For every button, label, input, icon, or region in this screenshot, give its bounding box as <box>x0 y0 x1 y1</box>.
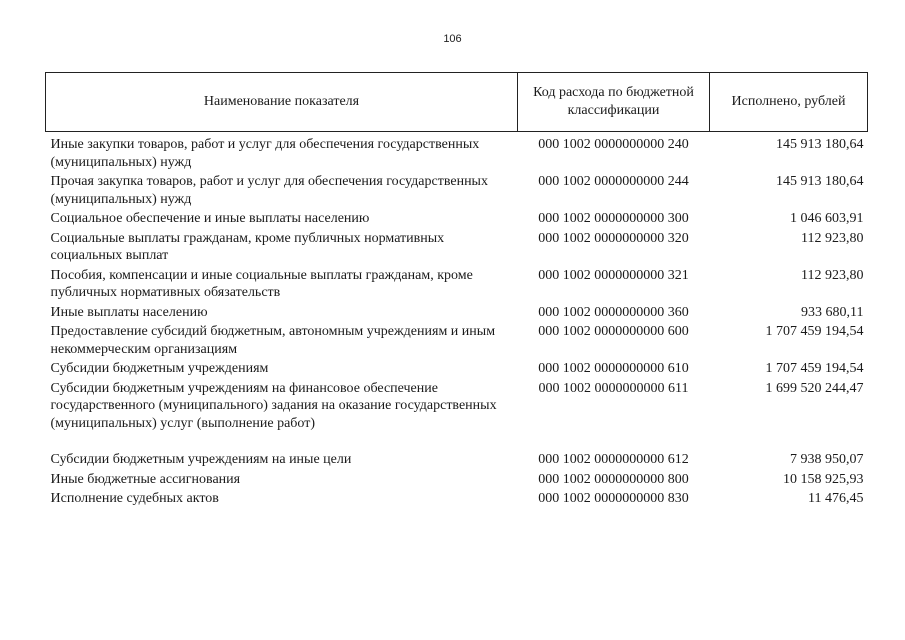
row-code: 000 1002 0000000000 800 <box>538 471 689 487</box>
row-amount: 145 913 180,64 <box>776 174 864 189</box>
row-code: 000 1002 0000000000 244 <box>538 174 689 189</box>
table-row <box>46 132 868 174</box>
row-amount: 11 476,45 <box>808 491 864 506</box>
table-row <box>46 380 868 452</box>
table-row <box>46 323 868 360</box>
row-name: Прочая закупка товаров, работ и услуг для обеспечения государственных (муниципальных) нужд <box>50 174 488 207</box>
row-amount: 933 680,11 <box>801 304 864 320</box>
row-name: Субсидии бюджетным учреждениям на иные цели <box>50 452 352 467</box>
table-row <box>46 230 868 267</box>
row-name: Субсидии бюджетным учреждениям на финансовое обеспечение государственного (муниципального) задания на оказание государственных (муниципальных) услуг (выполнение работ) <box>50 380 497 431</box>
row-amount: 10 158 925,93 <box>783 471 864 487</box>
table-header <box>46 73 868 132</box>
row-name: Субсидии бюджетным учреждениям <box>50 361 269 376</box>
row-amount: 112 923,80 <box>801 230 864 246</box>
table-row <box>46 304 868 324</box>
row-code: 000 1002 0000000000 360 <box>538 304 689 320</box>
row-name: Исполнение судебных актов <box>50 491 219 506</box>
table-row <box>46 360 868 380</box>
table-row <box>46 471 868 491</box>
budget-table <box>45 72 868 510</box>
row-code: 000 1002 0000000000 321 <box>538 267 689 283</box>
row-code: 000 1002 0000000000 610 <box>538 361 689 376</box>
row-name: Иные закупки товаров, работ и услуг для обеспечения государственных (муниципальных) нужд <box>50 137 480 170</box>
row-amount: 1 699 520 244,47 <box>765 380 864 396</box>
row-name: Социальное обеспечение и иные выплаты населению <box>50 211 370 226</box>
table-row <box>46 490 868 510</box>
row-code: 000 1002 0000000000 300 <box>538 211 689 226</box>
row-name: Пособия, компенсации и иные социальные выплаты гражданам, кроме публичных нормативных обязательств <box>50 267 473 300</box>
header-name: Наименование показателя <box>46 73 518 132</box>
row-amount: 1 046 603,91 <box>790 211 864 226</box>
header-amount: Исполнено, рублей <box>710 73 868 132</box>
row-code: 000 1002 0000000000 611 <box>538 380 689 396</box>
row-amount: 1 707 459 194,54 <box>765 361 864 376</box>
table-body <box>46 132 868 510</box>
row-amount: 145 913 180,64 <box>776 137 864 152</box>
row-amount: 1 707 459 194,54 <box>765 324 864 339</box>
header-code: Код расхода по бюджетной классификации <box>518 73 710 132</box>
row-name: Иные выплаты населению <box>50 304 208 320</box>
table-row <box>46 173 868 210</box>
row-amount: 112 923,80 <box>801 267 864 283</box>
page-number: 106 <box>443 33 462 45</box>
header-row <box>46 73 868 132</box>
table-row <box>46 451 868 471</box>
row-name: Иные бюджетные ассигнования <box>50 471 241 487</box>
row-name: Предоставление субсидий бюджетным, автономным учреждениям и иным некоммерческим организациям <box>50 324 496 357</box>
row-name: Социальные выплаты гражданам, кроме публичных нормативных социальных выплат <box>50 230 445 263</box>
row-code: 000 1002 0000000000 612 <box>538 452 689 467</box>
row-code: 000 1002 0000000000 830 <box>538 491 689 506</box>
row-amount: 7 938 950,07 <box>790 452 864 467</box>
row-code: 000 1002 0000000000 600 <box>538 324 689 339</box>
table-row <box>46 210 868 230</box>
row-code: 000 1002 0000000000 320 <box>538 230 689 246</box>
row-code: 000 1002 0000000000 240 <box>538 137 689 152</box>
table-row <box>46 267 868 304</box>
